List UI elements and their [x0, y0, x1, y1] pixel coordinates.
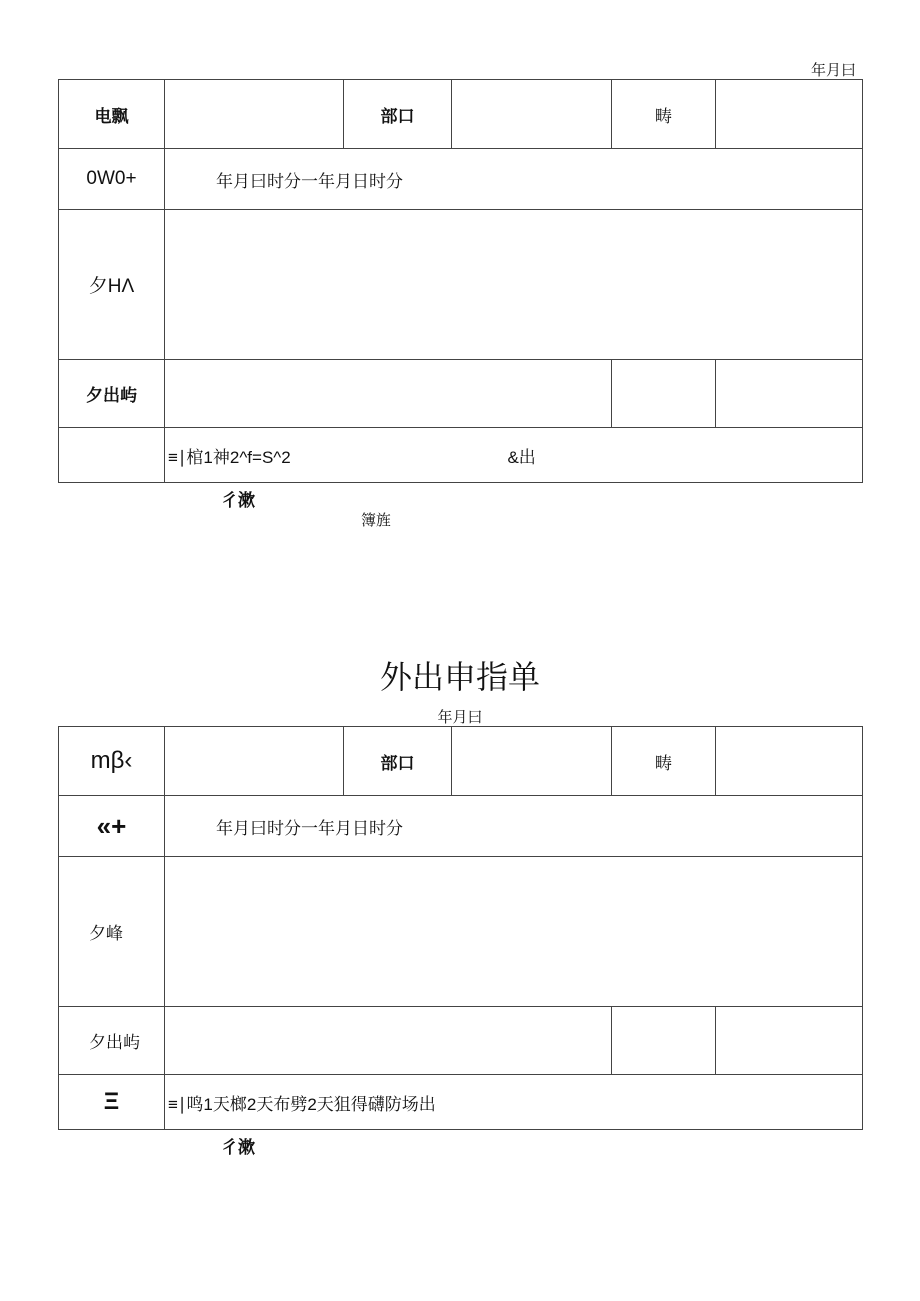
form2-place-extra-1[interactable] — [612, 1007, 716, 1075]
form2-time-label: «+ — [59, 796, 165, 857]
form1-dept-label: 部口 — [344, 80, 452, 149]
form1-time-range: 年月曰时分一年月日时分 — [165, 149, 863, 210]
form2-post-label: 畴 — [612, 727, 716, 796]
form2-post-field[interactable] — [716, 727, 863, 796]
form1-time-label: 0W0+ — [59, 149, 165, 210]
form1-place-field[interactable] — [165, 360, 612, 428]
form1-name-label: 电飘 — [59, 80, 165, 149]
form1-table — [58, 79, 863, 483]
form1-approval-row — [165, 428, 863, 483]
form2-approval-text: ≡∣鸣1天榔2天布劈2天狙得礴防场出 — [165, 1075, 863, 1130]
form1-post-label: 畴 — [612, 80, 716, 149]
form2-note: 彳漱 — [221, 1138, 255, 1157]
form1-reason-field[interactable] — [165, 210, 863, 360]
form2-dept-label: 部口 — [344, 727, 452, 796]
form2-place-extra-2[interactable] — [716, 1007, 863, 1075]
form1-approval-right: &出 — [507, 447, 536, 467]
form2-approval-label: Ξ — [59, 1075, 165, 1130]
form2-name-label: mβ‹ — [59, 727, 165, 796]
form1-reason-label: 夕HΛ — [59, 210, 165, 360]
form1-post-field[interactable] — [716, 80, 863, 149]
form2-title: 外出申指单 — [379, 659, 540, 695]
form2-date: 年月曰 — [437, 709, 483, 726]
form2-dept-field[interactable] — [452, 727, 612, 796]
form2-place-field[interactable] — [165, 1007, 612, 1075]
form1-place-label: 夕出屿 — [59, 360, 165, 428]
form1-note: 彳漱 — [221, 491, 255, 510]
form1-date: 年月曰 — [811, 62, 857, 79]
form1-place-extra-2[interactable] — [716, 360, 863, 428]
form1-dept-field[interactable] — [452, 80, 612, 149]
form2-table — [58, 726, 863, 1130]
form1-place-extra-1[interactable] — [612, 360, 716, 428]
form2-time-range: 年月曰时分一年月日时分 — [165, 796, 863, 857]
form2-place-label: 夕出屿 — [59, 1007, 165, 1075]
form1-name-field[interactable] — [165, 80, 344, 149]
form1-stamp: 簿旌 — [361, 513, 392, 529]
form2-name-field[interactable] — [165, 727, 344, 796]
form1-approval-text: ≡∣棺1神2^f=S^2 — [168, 447, 291, 467]
form2-reason-field[interactable] — [165, 857, 863, 1007]
form1-approval-label — [59, 428, 165, 483]
form2-reason-label: 夕峰 — [59, 857, 165, 1007]
